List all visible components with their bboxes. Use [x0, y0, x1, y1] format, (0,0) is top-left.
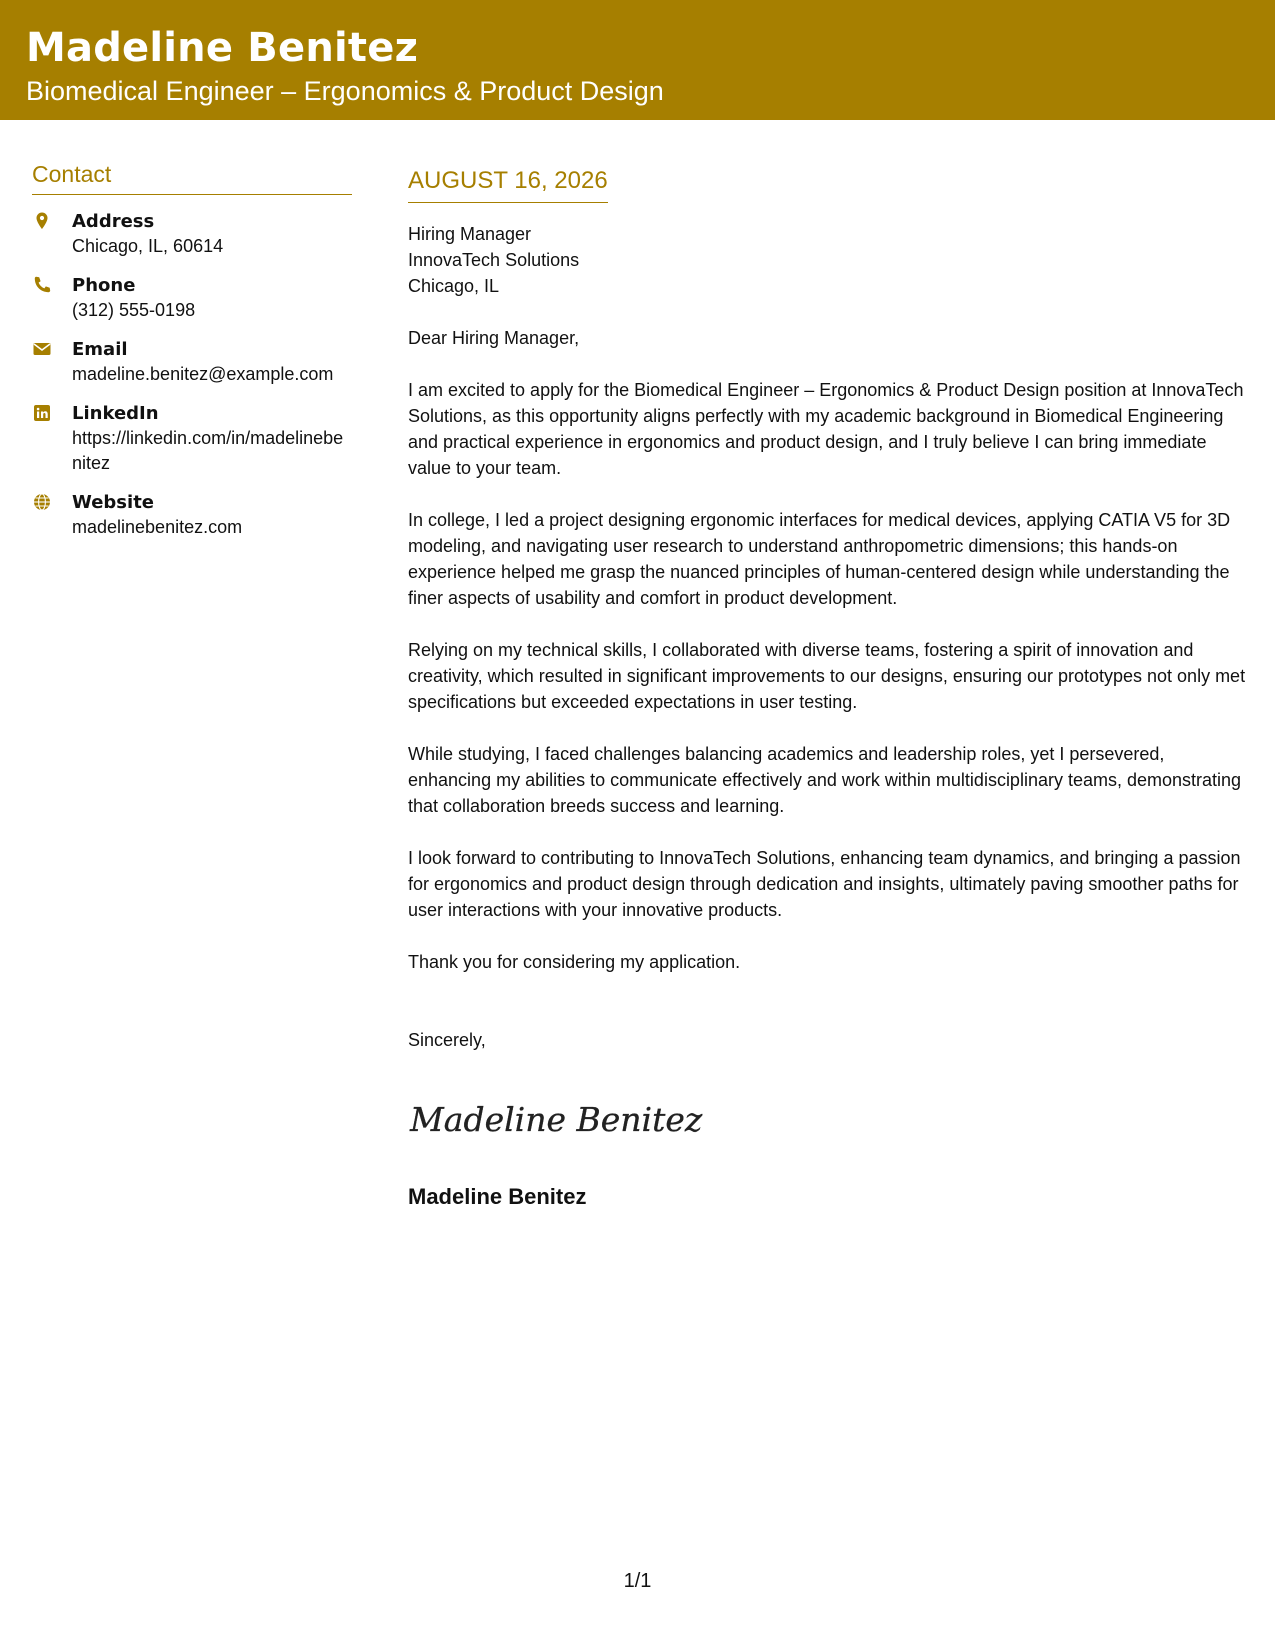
contact-label: Website — [72, 492, 155, 513]
linkedin-link[interactable]: https://linkedin.com/in/madelinebenitez — [72, 428, 344, 473]
contact-item-address — [32, 209, 352, 259]
phone-icon — [32, 273, 72, 323]
contact-label: Email — [72, 339, 128, 360]
header-banner — [0, 0, 1275, 120]
letter-paragraph: Thank you for considering my application. — [408, 952, 741, 972]
salutation: Dear Hiring Manager, — [408, 328, 580, 348]
recipient-line: InnovaTech Solutions — [408, 250, 580, 270]
handwritten-signature — [408, 1091, 728, 1151]
website-link[interactable]: madelinebenitez.com — [72, 517, 243, 537]
contact-item-website — [32, 490, 352, 540]
map-pin-icon — [32, 209, 72, 259]
contact-item-email — [32, 337, 352, 387]
globe-icon — [32, 490, 72, 540]
contact-sidebar — [32, 160, 352, 554]
signer-name: Madeline Benitez — [408, 1184, 587, 1209]
contact-value: (312) 555-0198 — [72, 300, 196, 320]
closing: Sincerely, — [408, 1030, 486, 1050]
contact-label: Address — [72, 211, 155, 232]
contact-heading: Contact — [32, 160, 352, 195]
contact-list — [32, 209, 352, 540]
letter-paragraph: Relying on my technical skills, I collaborated with diverse teams, fostering a spirit of innovation and creativity, which resulted in significant improvements to our designs, ensuring our prototypes not only met specifications but exceeded expectations in user testing. — [408, 640, 1246, 712]
recipient-block — [408, 221, 1248, 299]
contact-item-phone — [32, 273, 352, 323]
applicant-title: Biomedical Engineer – Ergonomics & Product Design — [26, 76, 664, 106]
letter-body — [408, 166, 1248, 1210]
letter-paragraph: I am excited to apply for the Biomedical Engineer – Ergonomics & Product Design position at InnovaTech Solutions, as this opportunity aligns perfectly with my academic background in Biomedical Engineering and practical experience in ergonomics and product design, and I truly believe I can bring immediate value to your team. — [408, 380, 1244, 478]
contact-label: Phone — [72, 275, 136, 296]
email-link[interactable]: madeline.benitez@example.com — [72, 364, 334, 384]
recipient-line: Chicago, IL — [408, 276, 500, 296]
letter-paragraph: In college, I led a project designing ergonomic interfaces for medical devices, applying CATIA V5 for 3D modeling, and navigating user research to understand anthropometric dimensions; this hands-on experience helped me grasp the nuanced principles of human-centered design while understanding the finer aspects of usability and comfort in product development. — [408, 510, 1231, 608]
contact-item-linkedin — [32, 401, 352, 476]
recipient-line: Hiring Manager — [408, 224, 532, 244]
signature-text: Madeline Benitez — [410, 1100, 703, 1139]
letter-paragraph: While studying, I faced challenges balancing academics and leadership roles, yet I persevered, enhancing my abilities to communicate effectively and work within multidisciplinary teams, demonstrating that collaboration breeds success and learning. — [408, 744, 1242, 816]
envelope-icon — [32, 337, 72, 387]
letter-paragraph: I look forward to contributing to InnovaTech Solutions, enhancing team dynamics, and bringing a passion for ergonomics and product design through dedication and insights, ultimately paving smoother paths for user interactions with your innovative products. — [408, 848, 1241, 920]
contact-label: LinkedIn — [72, 403, 159, 424]
applicant-name: Madeline Benitez — [26, 25, 419, 71]
linkedin-icon — [32, 401, 72, 476]
page-number: 1/1 — [623, 1570, 652, 1592]
contact-value: Chicago, IL, 60614 — [72, 236, 224, 256]
letter-date: AUGUST 16, 2026 — [408, 166, 608, 203]
